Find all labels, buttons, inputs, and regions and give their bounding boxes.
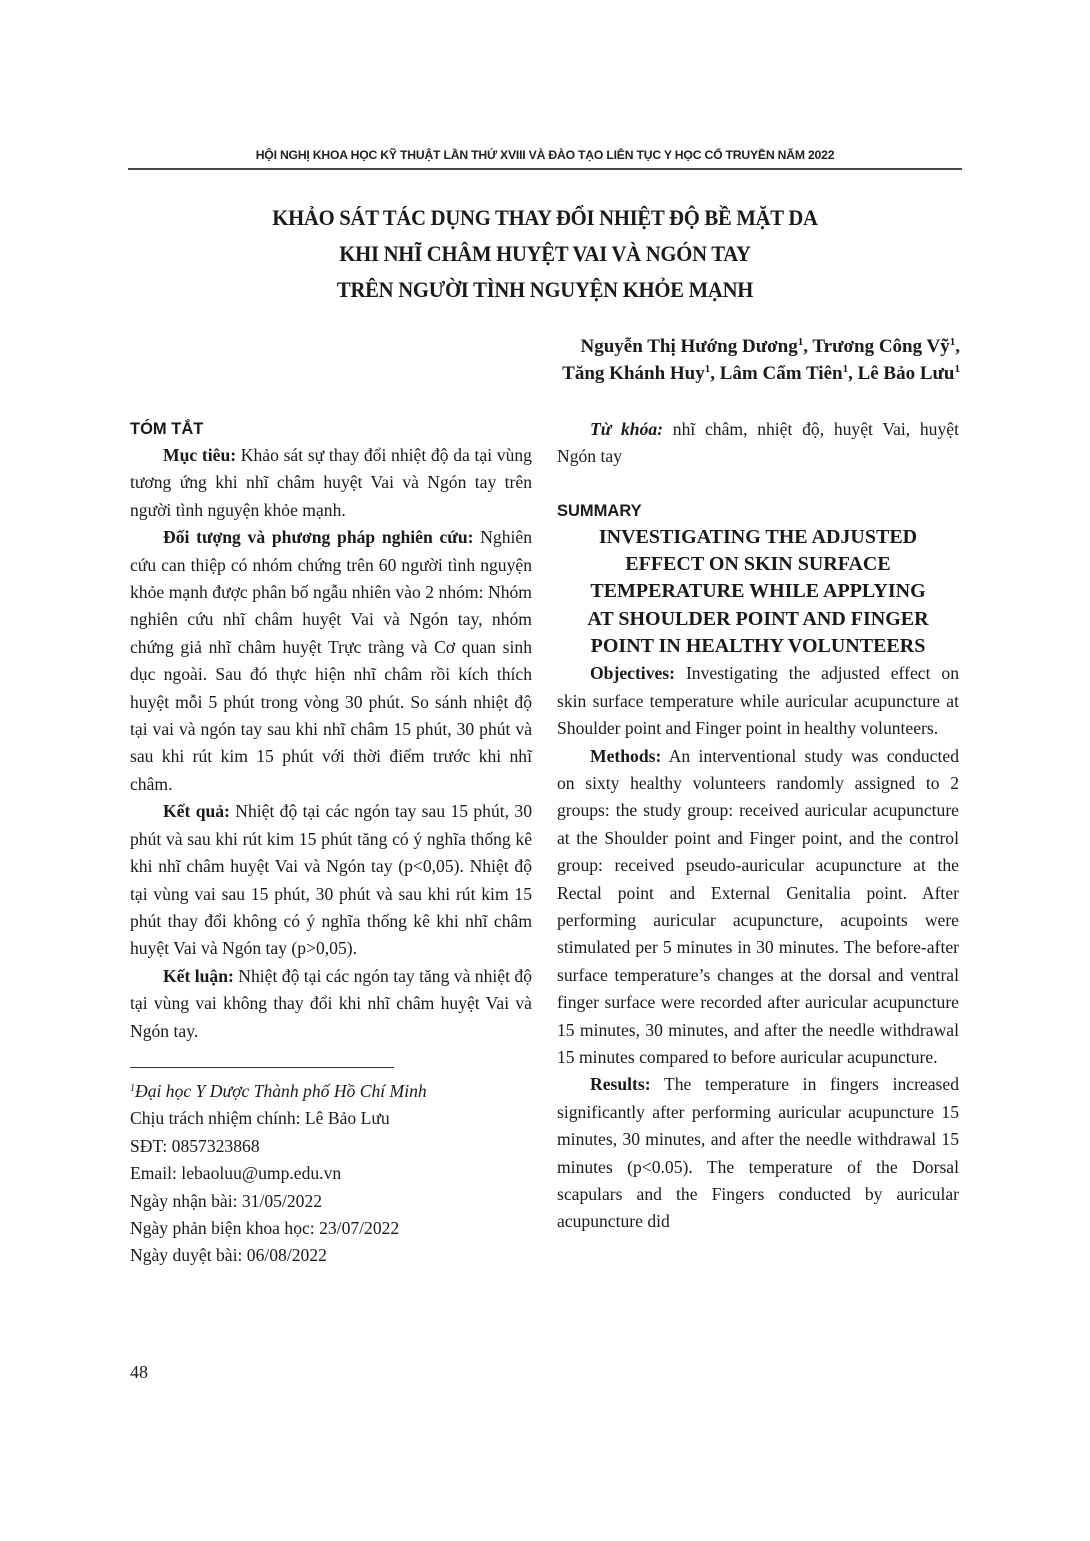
label: Từ khóa: xyxy=(590,419,664,439)
label: Mục tiêu: xyxy=(163,445,237,465)
text: Nhiệt độ tại các ngón tay tăng và nhiệt độ tại vùng vai không thay đổi khi nhĩ châm huyệt Vai và Ngón tay. xyxy=(130,965,532,1041)
author-line-1 xyxy=(562,333,960,360)
running-header: HỘI NGHỊ KHOA HỌC KỸ THUẬT LẦN THỨ XVIII VÀ ĐÀO TẠO LIÊN TỤC Y HỌC CỔ TRUYỀN NĂM 2022 xyxy=(255,148,835,162)
author-line-2 xyxy=(562,360,960,387)
summary-methods xyxy=(557,743,959,1072)
separator: , xyxy=(955,336,960,357)
label: Methods: xyxy=(590,745,662,766)
footnote-affiliation xyxy=(130,1078,532,1105)
summary-results xyxy=(557,1071,959,1235)
left-column xyxy=(130,416,532,1270)
text: An interventional study was conducted on sixty healthy volunteers randomly assigned to 2 groups: the study group: received auricular acupuncture at the Shoulder point and Finger point, and the control group: received pseudo-auricular acupuncture at the Rectal point and External Genitalia point. After performing auricular acupuncture, acupoints were stimulated per 5 minutes in 30 minutes. The before-after surface temperature’s changes at the dorsal and ventral finger surface were recorded after auricular acupuncture 15 minutes, 30 minutes, and after the needle withdrawal 15 minutes compared to before auricular acupuncture. xyxy=(557,745,959,1067)
summary-heading: SUMMARY xyxy=(557,501,642,520)
author-name: Lâm Cẩm Tiên xyxy=(719,363,843,384)
title-line: KHẢO SÁT TÁC DỤNG THAY ĐỔI NHIỆT ĐỘ BỀ MẶT DA xyxy=(272,205,818,230)
affiliation-text: Đại học Y Dược Thành phố Hồ Chí Minh xyxy=(135,1080,427,1101)
english-title-line: TEMPERATURE WHILE APPLYING xyxy=(590,580,926,603)
abstract-results xyxy=(130,798,532,962)
english-title-line: POINT IN HEALTHY VOLUNTEERS xyxy=(590,635,926,657)
header-rule xyxy=(128,168,962,170)
title-line: KHI NHĨ CHÂM HUYỆT VAI VÀ NGÓN TAY xyxy=(339,241,751,266)
affiliation-mark: 1 xyxy=(797,336,804,348)
separator: , xyxy=(848,363,858,384)
page-number: 48 xyxy=(130,1362,148,1382)
footnote-phone: SĐT: 0857323868 xyxy=(130,1135,260,1156)
english-title-line: INVESTIGATING THE ADJUSTED xyxy=(598,525,918,548)
footnote-reviewed: Ngày phản biện khoa học: 23/07/2022 xyxy=(130,1217,400,1238)
affiliation-mark: 1 xyxy=(704,363,711,375)
affiliation-mark: 1 xyxy=(130,1082,135,1094)
abstract-methods xyxy=(130,524,532,798)
affiliation-mark: 1 xyxy=(842,363,849,375)
author-name: Lê Bảo Lưu xyxy=(857,363,955,384)
keywords xyxy=(557,416,959,471)
abstract-conclusion xyxy=(130,963,532,1045)
text: Investigating the adjusted effect on skin surface temperature while auricular acupuncture at Shoulder point and Finger point in healthy volunteers. xyxy=(557,663,959,739)
right-column xyxy=(557,416,959,1236)
footnote-rule xyxy=(130,1067,394,1068)
separator: , xyxy=(803,336,813,357)
author-name: Nguyễn Thị Hướng Dương xyxy=(580,336,798,357)
text: Khảo sát sự thay đổi nhiệt độ da tại vùng tương ứng khi nhĩ châm huyệt Vai và Ngón tay trên người tình nguyện khỏe mạnh. xyxy=(130,445,532,520)
label: Kết quả: xyxy=(163,801,230,822)
text: The temperature in fingers increased significantly after performing auricular acupuncture 15 minutes, 30 minutes, and after the needle withdrawal 15 minutes (p<0.05). The temperature of the Dorsal scapulars and the Fingers conducted by auricular acupuncture did xyxy=(557,1074,959,1232)
summary-objectives xyxy=(557,660,959,742)
abstract-objective xyxy=(130,442,532,524)
text: nhĩ châm, nhiệt độ, huyệt Vai, huyệt Ngón tay xyxy=(557,419,959,467)
footnote-corresponding: Chịu trách nhiệm chính: Lê Bảo Lưu xyxy=(130,1108,390,1129)
english-title xyxy=(557,524,959,660)
footnote-email: Email: lebaoluu@ump.edu.vn xyxy=(130,1163,342,1184)
english-title-line: EFFECT ON SKIN SURFACE xyxy=(625,553,891,576)
footnote-received: Ngày nhận bài: 31/05/2022 xyxy=(130,1190,323,1211)
footnote-accepted: Ngày duyệt bài: 06/08/2022 xyxy=(130,1245,327,1266)
abstract-heading: TÓM TẮT xyxy=(130,420,204,438)
author-list xyxy=(562,333,960,387)
affiliation-mark: 1 xyxy=(954,363,960,375)
label: Đối tượng và phương pháp nghiên cứu: xyxy=(163,527,474,548)
text: Nhiệt độ tại các ngón tay sau 15 phút, 30 phút và sau khi rút kim 15 phút tăng có ý nghĩa thống kê khi nhĩ châm huyệt Vai và Ngón tay (p<0,05). Nhiệt độ tại vùng vai sau 15 phút, 30 phút và sau khi rút kim 15 phút thay đổi không có ý nghĩa thống kê khi nhĩ châm huyệt Vai và Ngón tay (p>0,05). xyxy=(130,801,532,959)
english-title-line: AT SHOULDER POINT AND FINGER xyxy=(587,607,929,630)
affiliation-mark: 1 xyxy=(949,336,956,348)
separator: , xyxy=(710,363,720,384)
author-name: Trương Công Vỹ xyxy=(812,336,950,357)
title-line: TRÊN NGƯỜI TÌNH NGUYỆN KHỎE MẠNH xyxy=(336,277,754,302)
author-name: Tăng Khánh Huy xyxy=(562,363,705,384)
label: Kết luận: xyxy=(163,965,234,986)
paper-title xyxy=(209,200,881,308)
label: Objectives: xyxy=(590,663,676,684)
label: Results: xyxy=(590,1074,651,1095)
text: Nghiên cứu can thiệp có nhóm chứng trên 60 người tình nguyện khỏe mạnh được phân bố ngẫu nhiên vào 2 nhóm: Nhóm nghiên cứu nhĩ châm huyệt Vai và Ngón tay, nhóm chứng giả nhĩ châm huyệt Trực tràng và Cơ quan sinh dục ngoài. Sau đó thực hiện nhĩ châm rồi kích thích huyệt mỗi 5 phút trong vòng 30 phút. So sánh nhiệt độ tại vai và ngón tay sau khi nhĩ châm 15 phút, 30 phút và sau khi rút kim 15 phút với thời điểm trước khi nhĩ châm. xyxy=(130,527,532,794)
